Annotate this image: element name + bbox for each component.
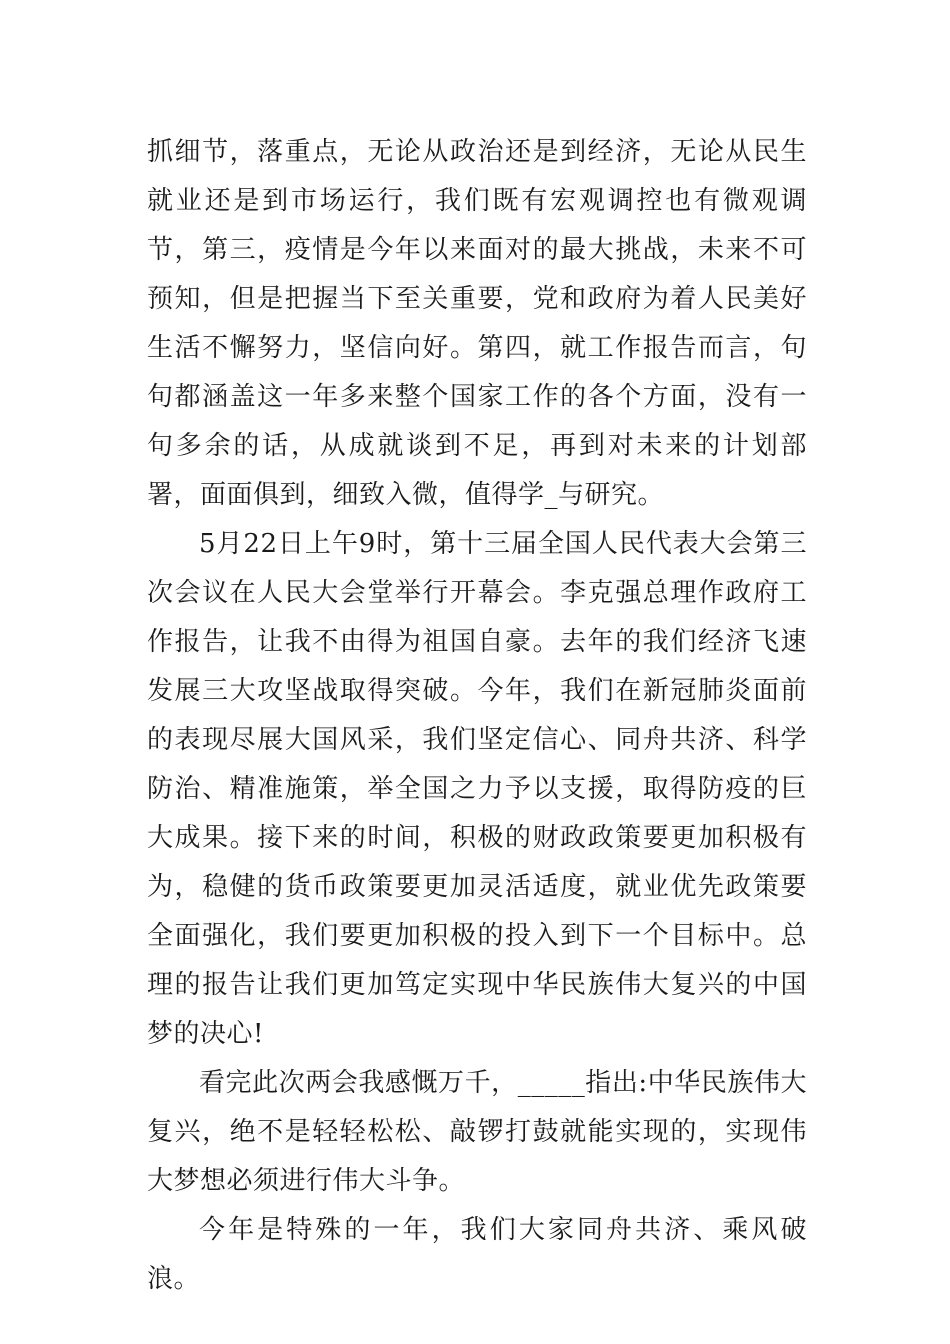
- paragraph-two-sessions: 看完此次两会我感慨万千，_____指出:中华民族伟大复兴，绝不是轻轻松松、敲锣打鼓就能实现的，实现伟大梦想必须进行伟大斗争。: [147, 1068, 807, 1196]
- paragraph-continued: 抓细节，落重点，无论从政治还是到经济，无论从民生就业还是到市场运行，我们既有宏观调控也有微观调节，第三，疫情是今年以来面对的最大挑战，未来不可预知，但是把握当下至关重要，党和政府为着人民美好生活不懈努力，坚信向好。第四，就工作报告而言，句句都涵盖这一年多来整个国家工作的各个方面，没有一句多余的话，从成就谈到不足，再到对未来的计划部署，面面俱到，细致入微，值得学_与研究。: [147, 137, 807, 510]
- paragraph-special-year: 今年是特殊的一年，我们大家同舟共济、乘风破浪。: [147, 1215, 807, 1294]
- document-body: [147, 128, 807, 1304]
- paragraph-npc-session: 5月22日上午9时，第十三届全国人民代表大会第三次会议在人民大会堂举行开幕会。李克强总理作政府工作报告，让我不由得为祖国自豪。去年的我们经济飞速发展三大攻坚战取得突破。今年，我们在新冠肺炎面前的表现尽展大国风采，我们坚定信心、同舟共济、科学防治、精准施策，举全国之力予以支援，取得防疫的巨大成果。接下来的时间，积极的财政政策要更加积极有为，稳健的货币政策要更加灵活适度，就业优先政策要全面强化，我们要更加积极的投入到下一个目标中。总理的报告让我们更加笃定实现中华民族伟大复兴的中国梦的决心!: [147, 529, 807, 1049]
